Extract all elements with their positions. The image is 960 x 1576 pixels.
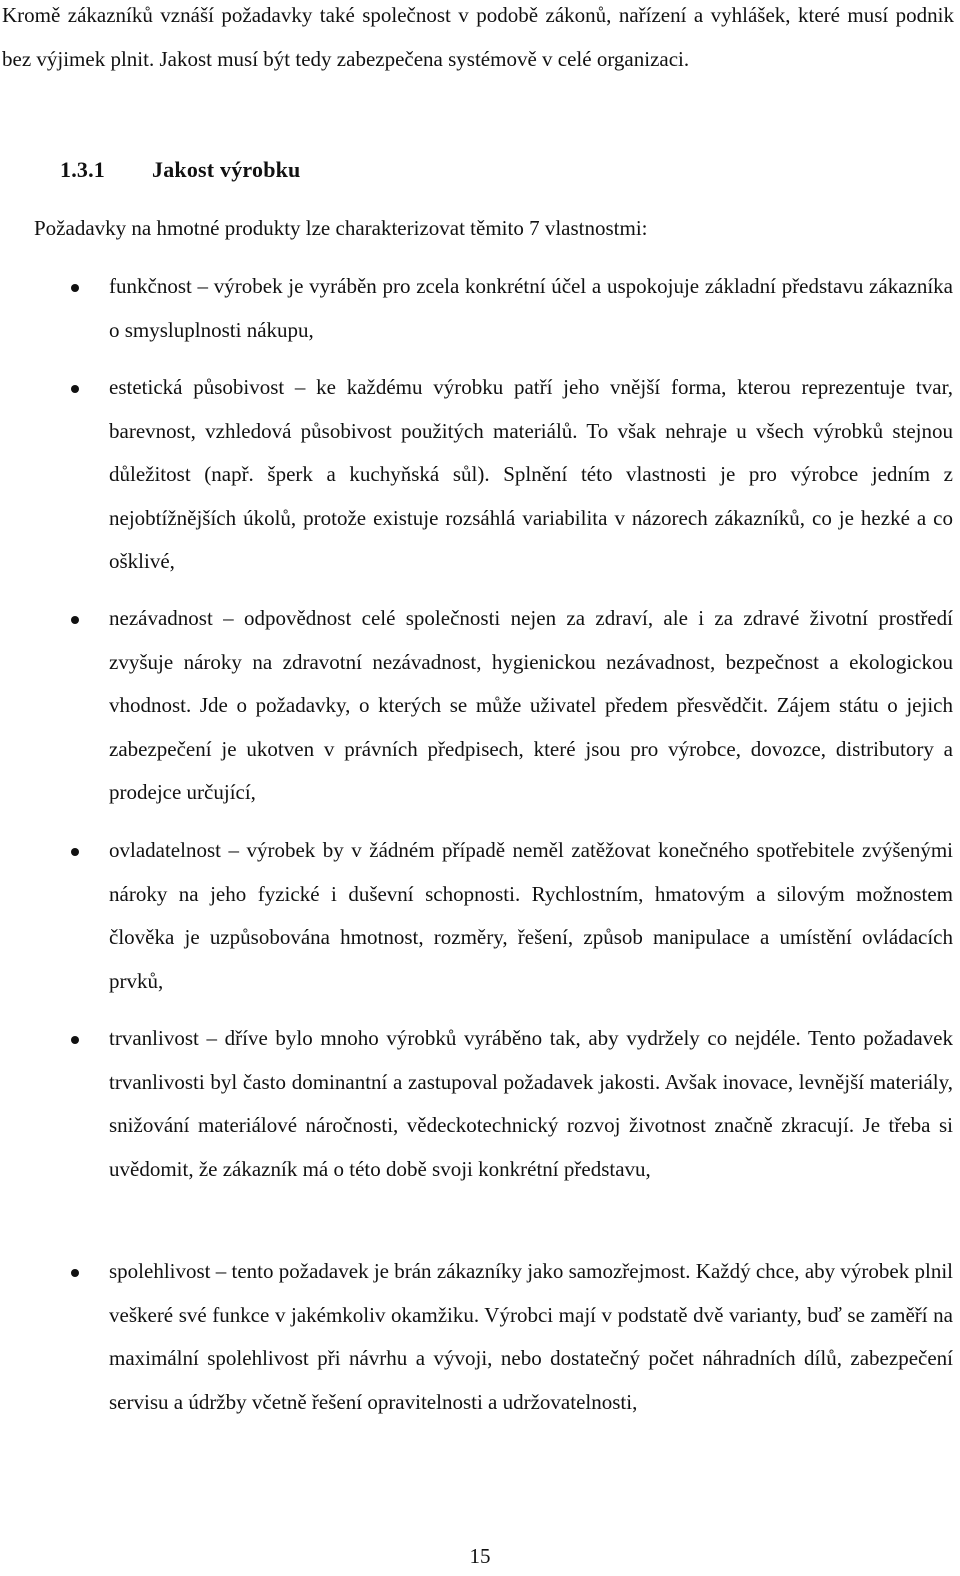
bullet-icon (71, 385, 79, 393)
list-item-text: estetická působivost – ke každému výrobku patří jeho vnější forma, kterou reprezentuje tvar, barevnost, vzhledová působivost použitých materiálů. To však nehraje u všech výrobků stejnou důležitost (např. šperk a kuchyňská sůl). Splnění této vlastnosti je pro výrobce jedním z nejobtížnějších úkolů, protože existuje rozsáhlá variabilita v názorech zákazníků, co je hezké a co ošklivé, (109, 375, 953, 573)
page-number: 15 (469, 1544, 491, 1568)
bullet-icon (71, 1036, 79, 1044)
list-item-text: nezávadnost – odpovědnost celé společnosti nejen za zdraví, ale i za zdravé životní prostředí zvyšuje nároky na zdravotní nezávadnost, hygienickou nezávadnost, bezpečnost a ekologickou vhodnost. Jde o požadavky, o kterých se může uživatel předem přesvědčit. Zájem státu o jejich zabezpečení je ukotven v právních předpisech, které jsou pro výrobce, dovozce, distributory a prodejce určující, (109, 606, 953, 804)
list-item-text: trvanlivost – dříve bylo mnoho výrobků vyráběno tak, aby vydržely co nejdéle. Tento požadavek trvanlivosti byl často dominantní a zastupoval požadavek jakosti. Avšak inovace, levnější materiály, snižování materiálové náročnosti, vědeckotechnický rozvoj životnost značně zkracují. Je třeba si uvědomit, že zákazník má o této době svoji konkrétní představu, (109, 1026, 953, 1181)
list-item-text: spolehlivost – tento požadavek je brán zákazníky jako samozřejmost. Každý chce, aby výrobek plnil veškeré své funkce v jakémkoliv okamžiku. Výrobci mají v podstatě dvě varianty, buď se zaměří na maximální spolehlivost při návrhu a vývoji, nebo dostatečný počet náhradních dílů, zabezpečení servisu a údržby včetně řešení opravitelnosti a udržovatelnosti, (109, 1259, 953, 1414)
intro-paragraph: Kromě zákazníků vznáší požadavky také společnost v podobě zákonů, nařízení a vyhlášek, které musí podnik bez výjimek plnit. Jakost musí být tedy zabezpečena systémově v celé organizaci. (2, 3, 954, 71)
section-title: Jakost výrobku (152, 157, 301, 182)
bullet-icon (71, 616, 79, 624)
bullet-icon (71, 848, 79, 856)
lead-paragraph: Požadavky na hmotné produkty lze charakterizovat těmito 7 vlastnostmi: (34, 216, 648, 240)
bullet-icon (71, 1269, 79, 1277)
bullet-icon (71, 284, 79, 292)
section-number: 1.3.1 (60, 157, 105, 182)
section-heading (60, 150, 301, 190)
list-item-text: ovladatelnost – výrobek by v žádném případě neměl zatěžovat konečného spotřebitele zvýšenými nároky na jeho fyzické i duševní schopnosti. Rychlostním, hmatovým a silovým možnostem člověka je uzpůsobována hmotnost, rozměry, řešení, způsob manipulace a umístění ovládacích prvků, (109, 838, 953, 993)
list-item-text: funkčnost – výrobek je vyráběn pro zcela konkrétní účel a uspokojuje základní představu zákazníka o smysluplnosti nákupu, (109, 274, 953, 342)
